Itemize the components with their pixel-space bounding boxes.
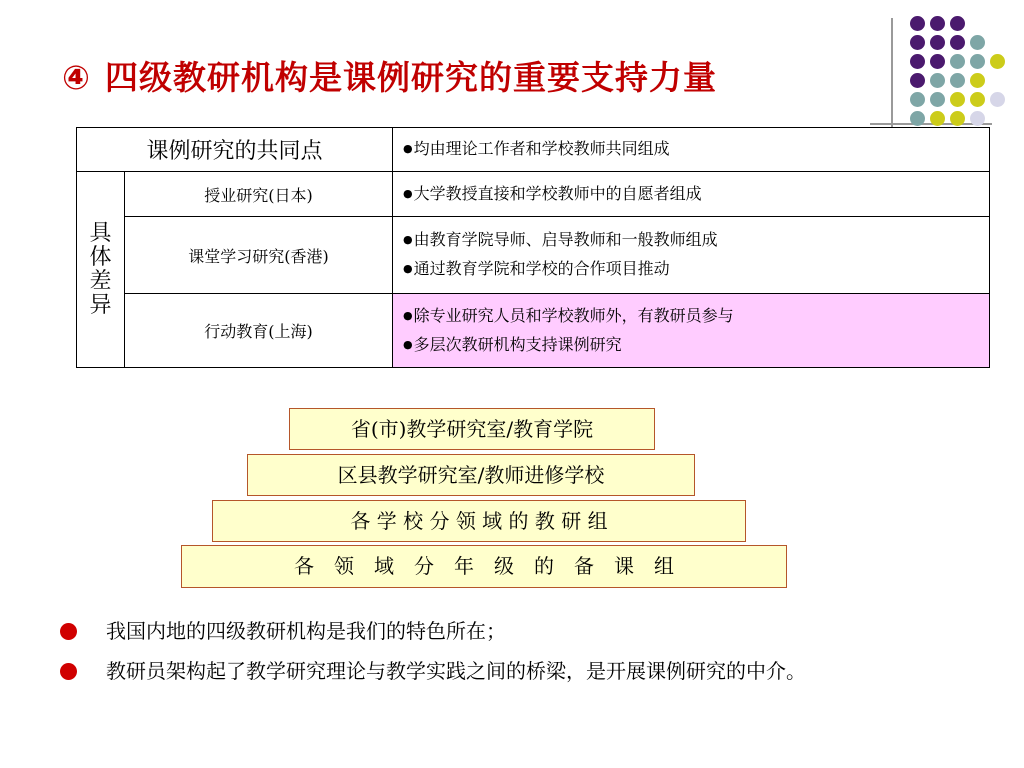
decor-dot bbox=[950, 111, 965, 126]
comparison-table bbox=[76, 127, 990, 368]
row-category: 行动教育(上海) bbox=[125, 294, 393, 368]
bullet-dot: ● bbox=[403, 308, 413, 322]
decor-dot bbox=[930, 92, 945, 107]
note-text: 我国内地的四级教研机构是我们的特色所在； bbox=[106, 619, 506, 643]
bullet-dot bbox=[60, 623, 77, 640]
row-category: 课堂学习研究(香港) bbox=[125, 217, 393, 294]
decor-dot bbox=[970, 35, 985, 50]
decor-dot bbox=[910, 111, 925, 126]
note-text: 教研员架构起了教学研究理论与教学实践之间的桥梁，是开展课例研究的中介。 bbox=[106, 659, 806, 683]
decor-dot bbox=[910, 92, 925, 107]
bullet-dot: ● bbox=[403, 142, 413, 155]
row-details bbox=[393, 217, 990, 294]
decor-dot bbox=[930, 73, 945, 88]
detail-text: 除专业研究人员和学校教师外，有教研员参与 bbox=[413, 305, 734, 325]
decor-dot bbox=[970, 92, 985, 107]
specific-differences-label bbox=[77, 172, 125, 368]
table-row bbox=[77, 294, 990, 368]
bullet-dot bbox=[60, 663, 77, 680]
bullet-dot: ● bbox=[403, 186, 413, 200]
side-label-char: 体 bbox=[89, 244, 112, 270]
detail-text: 由教育学院导师、启导教师和一般教师组成 bbox=[413, 230, 718, 249]
decor-dot bbox=[930, 35, 945, 50]
common-point-detail bbox=[393, 128, 990, 172]
common-point-label: 课例研究的共同点 bbox=[77, 128, 393, 172]
decor-dot bbox=[930, 16, 945, 31]
note-item bbox=[60, 614, 960, 648]
detail-text: 通过教育学院和学校的合作项目推动 bbox=[413, 259, 670, 278]
table-header-row bbox=[77, 128, 990, 172]
title-text: 四级教研机构是课例研究的重要支持力量 bbox=[104, 58, 717, 97]
side-label-char: 具 bbox=[89, 220, 112, 246]
decor-dot bbox=[930, 54, 945, 69]
decor-dot bbox=[990, 54, 1005, 69]
decor-dot bbox=[950, 35, 965, 50]
decor-dot bbox=[990, 92, 1005, 107]
decor-dot bbox=[970, 54, 985, 69]
decor-dot bbox=[970, 111, 985, 126]
common-point-text: 均由理论工作者和学校教师共同组成 bbox=[413, 139, 670, 158]
decor-dot bbox=[950, 92, 965, 107]
decor-dot bbox=[910, 35, 925, 50]
title-number: ④ bbox=[62, 58, 91, 97]
note-item bbox=[60, 654, 950, 688]
bullet-dot: ● bbox=[403, 233, 413, 246]
detail-text: 大学教授直接和学校教师中的自愿者组成 bbox=[413, 183, 702, 203]
bullet-dot: ● bbox=[403, 337, 413, 351]
row-details-highlighted bbox=[393, 294, 990, 368]
decor-dot bbox=[950, 54, 965, 69]
pyramid-level-district: 区县教学研究室/教师进修学校 bbox=[247, 454, 695, 496]
bullet-dot: ● bbox=[403, 262, 413, 275]
pyramid-level-school: 各 学 校 分 领 域 的 教 研 组 bbox=[212, 500, 746, 542]
side-label-char: 差 bbox=[89, 268, 112, 294]
pyramid-level-provincial: 省(市)教学研究室/教育学院 bbox=[289, 408, 655, 450]
decor-dot bbox=[910, 73, 925, 88]
table-row bbox=[77, 172, 990, 217]
decor-dot bbox=[950, 16, 965, 31]
decor-dot bbox=[930, 111, 945, 126]
decor-dot bbox=[950, 73, 965, 88]
decor-dot bbox=[910, 16, 925, 31]
row-details bbox=[393, 172, 990, 217]
detail-text: 多层次教研机构支持课例研究 bbox=[413, 334, 622, 354]
side-label-char: 异 bbox=[89, 292, 112, 318]
decor-dot bbox=[910, 54, 925, 69]
decor-dot bbox=[970, 73, 985, 88]
pyramid-level-grade: 各 领 域 分 年 级 的 备 课 组 bbox=[181, 545, 787, 588]
row-category: 授业研究(日本) bbox=[125, 172, 393, 217]
table-row bbox=[77, 217, 990, 294]
slide-title bbox=[62, 52, 717, 99]
